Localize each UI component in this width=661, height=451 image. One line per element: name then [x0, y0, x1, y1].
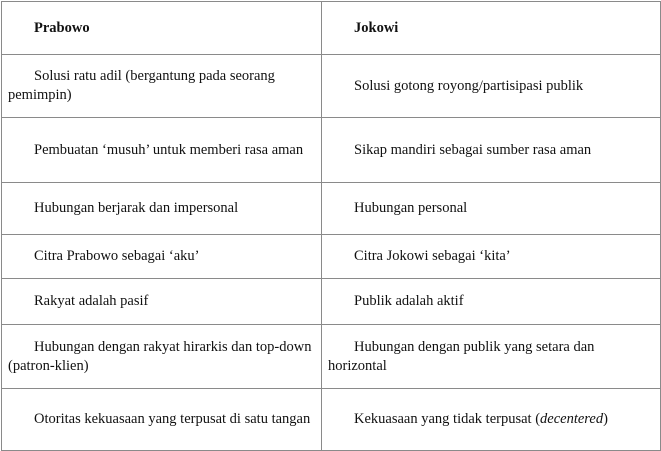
- table-row: [2, 279, 661, 325]
- cell-right: [322, 118, 661, 183]
- cell-right: [322, 235, 661, 279]
- cell-text: Solusi gotong royong/partisipasi publik: [354, 77, 584, 94]
- cell-text: Citra Prabowo sebagai ‘aku’: [34, 248, 200, 264]
- cell-text-main: Kekuasaan yang tidak terpusat: [354, 411, 532, 427]
- cell-left: [2, 55, 322, 118]
- cell-paren-open: (: [535, 411, 541, 427]
- cell-text: Hubungan berjarak dan impersonal: [34, 200, 239, 216]
- cell-text: Hubungan personal: [354, 200, 468, 216]
- cell-text: Hubungan dengan publik yang setara dan horizontal: [328, 338, 595, 374]
- comparison-table: [1, 1, 661, 451]
- cell-right: [322, 183, 661, 235]
- cell-paren-close: ): [603, 411, 608, 427]
- cell-left: [2, 279, 322, 325]
- table-row: [2, 118, 661, 183]
- cell-text: Rakyat adalah pasif: [34, 293, 149, 309]
- cell-right: [322, 389, 661, 451]
- cell-text: [328, 410, 652, 429]
- cell-left: [2, 183, 322, 235]
- cell-text: Solusi ratu adil (bergantung pada seorang pemimpin): [8, 68, 275, 103]
- table-row: [2, 235, 661, 279]
- table-row: [2, 389, 661, 451]
- table-row: [2, 55, 661, 118]
- cell-text: Sikap mandiri sebagai sumber rasa aman: [354, 141, 592, 158]
- cell-right: [322, 325, 661, 389]
- cell-left: [2, 325, 322, 389]
- cell-text: Otoritas kekuasaan yang terpusat di satu tangan: [34, 411, 311, 427]
- cell-right: [322, 55, 661, 118]
- cell-left: [2, 118, 322, 183]
- table-row: [2, 183, 661, 235]
- cell-text-italic: decentered: [540, 411, 604, 427]
- header-prabowo: Prabowo: [2, 2, 322, 55]
- table-row: [2, 325, 661, 389]
- cell-text: Hubungan dengan rakyat hirarkis dan top-down (patron-klien): [8, 338, 312, 374]
- table-header-row: [2, 2, 661, 55]
- header-jokowi: Jokowi: [322, 2, 661, 55]
- cell-text: Citra Jokowi sebagai ‘kita’: [354, 248, 511, 264]
- cell-left: [2, 235, 322, 279]
- cell-left: [2, 389, 322, 451]
- cell-right: [322, 279, 661, 325]
- cell-text: Publik adalah aktif: [354, 293, 464, 309]
- cell-text: Pembuatan ‘musuh’ untuk memberi rasa aman: [34, 141, 304, 158]
